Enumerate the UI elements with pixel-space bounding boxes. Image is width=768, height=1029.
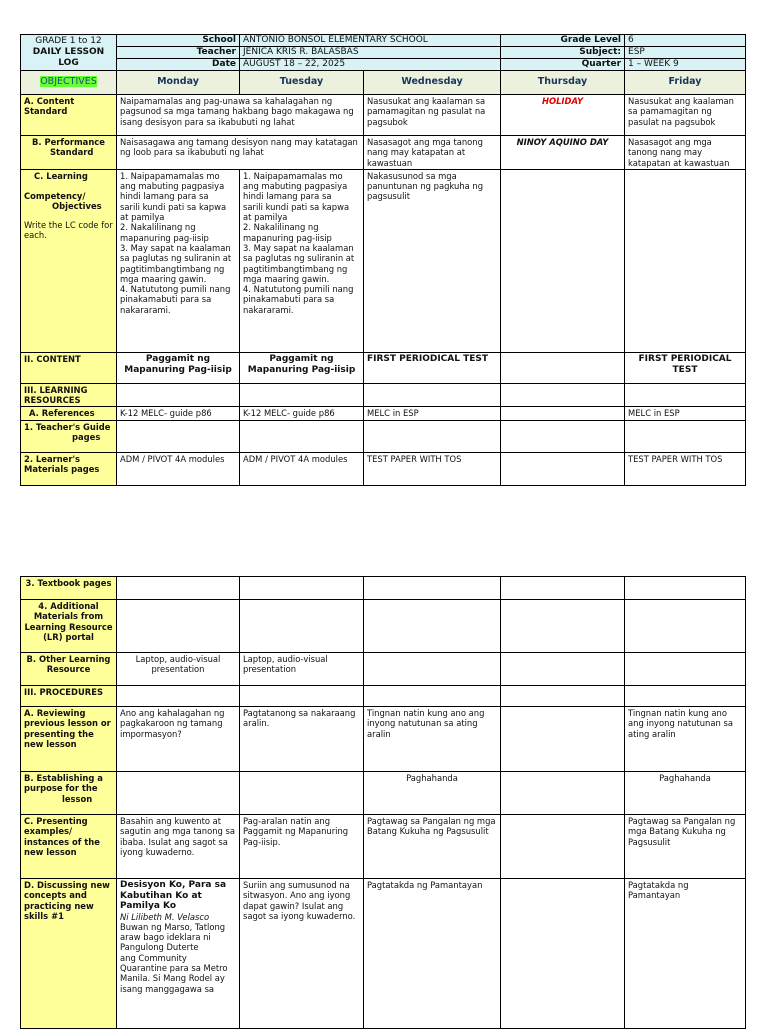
performance-standard-wednesday: Nasasagot ang mga tanong nang may katapatan at kawastuan — [364, 136, 501, 170]
log-title: DAILY LESSON LOG — [32, 47, 105, 68]
content-wednesday: FIRST PERIODICAL TEST — [364, 352, 501, 383]
teachers-guide-label — [21, 420, 117, 452]
content-monday: Paggamit ng Mapanuring Pag-iisip — [117, 352, 240, 383]
lr-blank-5 — [625, 383, 746, 407]
day-tuesday: Tuesday — [240, 71, 364, 95]
other-wednesday — [364, 653, 501, 686]
competency-monday-text: 1. Naipapamamalas mo ang mabuting pagpasiya hindi lamang para sa sarili kundi pati sa kapwa at pamilya 2. Nakalilinang ng mapanuring pag-iisip 3. May sapat na kaalaman sa paglutas ng suliranin at pagtitimbangtimbang ng mga maaring gawin. 4. Natututong pumili nang pinakamabuti para sa nakararami. — [120, 170, 232, 315]
am-tuesday — [240, 600, 364, 653]
performance-label-a: B. Performance — [32, 137, 105, 147]
references-label: A. References — [21, 407, 117, 420]
lesson-log-table-page2 — [20, 576, 746, 1029]
content-standard-friday: Nasusukat ang kaalaman sa pamamagitan ng pasulat na pagsubok — [625, 95, 746, 136]
discussing-monday — [117, 879, 240, 1029]
tg-wednesday — [364, 420, 501, 452]
tb-wednesday — [364, 577, 501, 600]
grade-level-value: 6 — [625, 35, 746, 47]
other-friday — [625, 653, 746, 686]
proc-blank-2 — [240, 686, 364, 707]
reviewing-friday: Tingnan natin kung ano ang inyong natutunan sa ating aralin — [625, 707, 746, 772]
story-author: Ni Lilibeth M. Velasco — [120, 911, 210, 922]
other-thursday — [501, 653, 625, 686]
reviewing-wednesday: Tingnan natin kung ano ang inyong natutunan sa ating aralin — [364, 707, 501, 772]
presenting-friday: Pagtawag sa Pangalan ng mga Batang Kukuha ng Pagsusulit — [625, 815, 746, 879]
story-text: Buwan ng Marso, Tatlong araw bago ideklara ni Pangulong Duterte ang Community Quarantine para sa Metro Manila. Si Mang Rodel ay isang manggagawa sa — [120, 921, 228, 994]
quarter-label: Quarter — [501, 59, 625, 71]
content-standard-label: A. Content Standard — [21, 95, 117, 136]
am-monday — [117, 600, 240, 653]
textbook-pages-label: 3. Textbook pages — [21, 577, 117, 600]
learning-resources-label: III. LEARNING RESOURCES — [21, 383, 117, 407]
day-wednesday: Wednesday — [364, 71, 501, 95]
learners-materials-label: 2. Learner's Materials pages — [21, 452, 117, 485]
lm-friday: TEST PAPER WITH TOS — [625, 452, 746, 485]
other-monday: Laptop, audio-visual presentation — [117, 653, 240, 686]
lm-wednesday: TEST PAPER WITH TOS — [364, 452, 501, 485]
other-learning-resource-label: B. Other Learning Resource — [21, 653, 117, 686]
date-value: AUGUST 18 – 22, 2025 — [240, 59, 501, 71]
am-friday — [625, 600, 746, 653]
lr-blank-4 — [501, 383, 625, 407]
objectives-label: OBJECTIVES — [40, 76, 97, 88]
procedures-label: III. PROCEDURES — [21, 686, 117, 707]
ninoy-aquino-day-label: NINOY AQUINO DAY — [501, 136, 625, 170]
proc-blank-5 — [625, 686, 746, 707]
school-value: ANTONIO BONSOL ELEMENTARY SCHOOL — [240, 35, 501, 47]
presenting-monday: Basahin ang kuwento at sagutin ang mga tanong sa ibaba. Isulat ang sagot sa iyong kuwaderno. — [117, 815, 240, 879]
competency-monday — [117, 169, 240, 352]
tg-friday — [625, 420, 746, 452]
references-thursday — [501, 407, 625, 420]
teachers-guide-label-b: pages — [72, 432, 101, 443]
quarter-value: 1 – WEEK 9 — [625, 59, 746, 71]
lm-thursday — [501, 452, 625, 485]
presenting-wednesday: Pagtawag sa Pangalan ng mga Batang Kukuha ng Pagsusulit — [364, 815, 501, 879]
presenting-tuesday: Pag-aralan natin ang Paggamit ng Mapanuring Pag-iisip. — [240, 815, 364, 879]
content-thursday — [501, 352, 625, 383]
am-thursday — [501, 600, 625, 653]
log-title-cell — [21, 35, 117, 71]
establishing-friday: Paghahanda — [625, 772, 746, 815]
additional-materials-label: 4. Additional Materials from Learning Resource (LR) portal — [21, 600, 117, 653]
day-friday: Friday — [625, 71, 746, 95]
tg-tuesday — [240, 420, 364, 452]
competency-tuesday — [240, 169, 364, 352]
content-label: II. CONTENT — [21, 352, 117, 383]
tb-thursday — [501, 577, 625, 600]
references-friday: MELC in ESP — [625, 407, 746, 420]
references-monday: K-12 MELC- guide p86 — [117, 407, 240, 420]
competency-label-b: Competency/ — [24, 191, 86, 202]
establishing-label-a: B. Establishing a purpose for the — [24, 773, 103, 794]
tb-friday — [625, 577, 746, 600]
competency-thursday — [501, 169, 625, 352]
subject-label: Subject: — [501, 47, 625, 59]
lm-tuesday: ADM / PIVOT 4A modules — [240, 452, 364, 485]
day-monday: Monday — [117, 71, 240, 95]
subject-value: ESP — [625, 47, 746, 59]
establishing-monday — [117, 772, 240, 815]
discussing-friday: Pagtatakda ng Pamantayan — [625, 879, 746, 1029]
content-standard-wednesday: Nasusukat ang kaalaman sa pamamagitan ng pasulat na pagsubok — [364, 95, 501, 136]
lr-blank-1 — [117, 383, 240, 407]
establishing-label-b: lesson — [62, 793, 93, 804]
references-tuesday: K-12 MELC- guide p86 — [240, 407, 364, 420]
lc-code-note: Write the LC code for each. — [24, 219, 113, 241]
teachers-guide-label-a: 1. Teacher's Guide — [24, 421, 111, 432]
lr-blank-3 — [364, 383, 501, 407]
reviewing-tuesday: Pagtatanong sa nakaraang aralin. — [240, 707, 364, 772]
proc-blank-1 — [117, 686, 240, 707]
grade-range: GRADE 1 to 12 — [35, 36, 102, 46]
other-tuesday: Laptop, audio-visual presentation — [240, 653, 364, 686]
competency-tuesday-text: 1. Naipapamamalas mo ang mabuting pagpasiya hindi lamang para sa sarili kundi pati sa kapwa at pamilya 2. Nakalilinang ng mapanuring pag-iisip 3. May sapat na kaalaman sa paglutas ng suliranin at pagtitimbangtimbang ng mga maaring gawin. 4. Natututong pumili nang pinakamabuti para sa nakararami. — [243, 170, 355, 315]
reviewing-thursday — [501, 707, 625, 772]
competency-label-c: Objectives — [52, 201, 102, 212]
teacher-value: JENICA KRIS R. BALASBAS — [240, 47, 501, 59]
tg-monday — [117, 420, 240, 452]
presenting-label: C. Presenting examples/ instances of the new lesson — [21, 815, 117, 879]
grade-level-label: Grade Level — [501, 35, 625, 47]
references-wednesday: MELC in ESP — [364, 407, 501, 420]
establishing-label — [21, 772, 117, 815]
content-standard-mon-tue: Naipamamalas ang pag-unawa sa kahalagahan ng pagsunod sa mga tamang hakbang bago makagawa ng isang desisyon para sa ikabubuti ng lahat — [117, 95, 364, 136]
tb-monday — [117, 577, 240, 600]
tb-tuesday — [240, 577, 364, 600]
lesson-log-table-page1 — [20, 34, 746, 486]
reviewing-monday: Ano ang kahalagahan ng pagkakaroon ng tamang impormasyon? — [117, 707, 240, 772]
holiday-label: HOLIDAY — [501, 95, 625, 136]
tg-thursday — [501, 420, 625, 452]
discussing-wednesday: Pagtatakda ng Pamantayan — [364, 879, 501, 1029]
objectives-header — [21, 71, 117, 95]
performance-standard-mon-tue: Naisasagawa ang tamang desisyon nang may katatagan ng loob para sa ikabubuti ng lahat — [117, 136, 364, 170]
lr-blank-2 — [240, 383, 364, 407]
performance-standard-label — [21, 136, 117, 170]
discussing-label: D. Discussing new concepts and practicing new skills #1 — [21, 879, 117, 1029]
competency-friday — [625, 169, 746, 352]
teacher-label: Teacher — [117, 47, 240, 59]
content-friday: FIRST PERIODICAL TEST — [625, 352, 746, 383]
competency-label-a: C. Learning — [34, 170, 88, 181]
date-label: Date — [117, 59, 240, 71]
content-tuesday: Paggamit ng Mapanuring Pag-iisip — [240, 352, 364, 383]
am-wednesday — [364, 600, 501, 653]
day-thursday: Thursday — [501, 71, 625, 95]
discussing-thursday — [501, 879, 625, 1029]
reviewing-label: A. Reviewing previous lesson or presenting the new lesson — [21, 707, 117, 772]
establishing-tuesday — [240, 772, 364, 815]
establishing-thursday — [501, 772, 625, 815]
school-label: School — [117, 35, 240, 47]
competency-wednesday: Nakasusunod sa mga panuntunan ng pagkuha ng pagsusulit — [364, 169, 501, 352]
proc-blank-3 — [364, 686, 501, 707]
performance-standard-friday: Nasasagot ang mga tanong nang may katapatan at kawastuan — [625, 136, 746, 170]
discussing-tuesday: Suriin ang sumusunod na sitwasyon. Ano ang iyong dapat gawin? Isulat ang sagot sa iyong kuwaderno. — [240, 879, 364, 1029]
establishing-wednesday: Paghahanda — [364, 772, 501, 815]
story-title: Desisyon Ko, Para sa Kabutihan Ko at Pamilya Ko — [120, 880, 227, 911]
lm-monday: ADM / PIVOT 4A modules — [117, 452, 240, 485]
presenting-thursday — [501, 815, 625, 879]
performance-label-b: Standard — [50, 147, 94, 158]
proc-blank-4 — [501, 686, 625, 707]
learning-competency-label — [21, 169, 117, 352]
